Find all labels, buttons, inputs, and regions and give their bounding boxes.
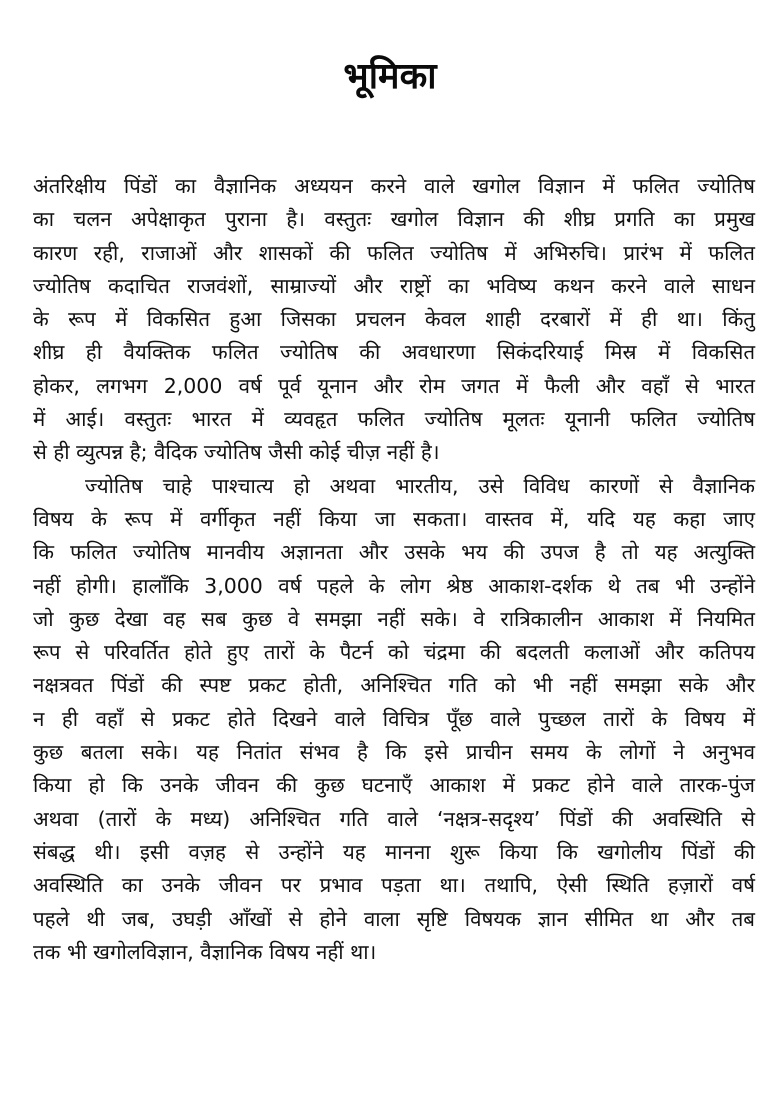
text-line: के रूप में विकसित हुआ जिसका प्रचलन केवल शाही दरबारों में ही था। किंतु [33,307,755,332]
text-line: न ही वहाँ से प्रकट होते दिखने वाले विचित्र पूँछ वाले पुच्छल तारों के विषय में [33,706,755,731]
text-line: कि फलित ज्योतिष मानवीय अज्ञानता और उसके भय की उपज है तो यह अत्युक्ति [33,540,755,565]
text-line: कारण रही, राजाओं और शासकों की फलित ज्योतिष में अभिरुचि। प्रारंभ में फलित [33,240,755,265]
text-line: रूप से परिवर्तित होते हुए तारों के पैटर्न को चंद्रमा की बदलती कलाओं और कतिपय [33,640,755,665]
text-line: ज्योतिष चाहे पाश्चात्य हो अथवा भारतीय, उसे विविध कारणों से वैज्ञानिक [85,473,755,498]
text-line: नक्षत्रवत पिंडों की स्पष्ट प्रकट होती, अनिश्चित गति को भी नहीं समझा सके और [33,673,755,698]
paragraph-1 [33,170,755,470]
text-line: में आई। वस्तुतः भारत में व्यवहृत फलित ज्योतिष मूलतः यूनानी फलित ज्योतिष [33,407,755,432]
text-line: कुछ बतला सके। यह नितांत संभव है कि इसे प्राचीन समय के लोगों ने अनुभव [33,740,755,765]
text-line: विषय के रूप में वर्गीकृत नहीं किया जा सकता। वास्तव में, यदि यह कहा जाए [33,506,755,531]
text-line: से ही व्युत्पन्न है; वैदिक ज्योतिष जैसी कोई चीज़ नहीं है। [33,440,440,465]
text-line: अथवा (तारों के मध्य) अनिश्चित गति वाले ‘नक्षत्र-सदृश्य’ पिंडों की अवस्थिति से [33,806,755,831]
document-body [33,170,755,969]
paragraph-2 [33,470,755,969]
text-line: तक भी खगोलविज्ञान, वैज्ञानिक विषय नहीं था। [33,939,377,964]
text-line: जो कुछ देखा वह सब कुछ वे समझा नहीं सके। वे रात्रिकालीन आकाश में नियमित [33,606,755,631]
text-line: नहीं होगी। हालाँकि 3,000 वर्ष पहले के लोग श्रेष्ठ आकाश-दर्शक थे तब भी उन्होंने [33,573,755,598]
text-line: का चलन अपेक्षाकृत पुराना है। वस्तुतः खगोल विज्ञान की शीघ्र प्रगति का प्रमुख [33,207,755,232]
text-line: होकर, लगभग 2,000 वर्ष पूर्व यूनान और रोम जगत में फैली और वहाँ से भारत [33,373,755,398]
page-title: भूमिका [343,56,437,97]
text-line: शीघ्र ही वैयक्तिक फलित ज्योतिष की अवधारणा सिकंदरियाई मिस्र में विकसित [33,340,755,365]
text-line: किया हो कि उनके जीवन की कुछ घटनाएँ आकाश में प्रकट होने वाले तारक-पुंज [33,773,755,798]
text-line: अंतरिक्षीय पिंडों का वैज्ञानिक अध्ययन करने वाले खगोल विज्ञान में फलित ज्योतिष [33,174,755,198]
text-line: अवस्थिति का उनके जीवन पर प्रभाव पड़ता था। तथापि, ऐसी स्थिति हज़ारों वर्ष [33,873,755,898]
text-line: पहले थी जब, उघड़ी आँखों से होने वाला सृष्टि विषयक ज्ञान सीमित था और तब [33,906,755,931]
text-line: ज्योतिष कदाचित राजवंशों, साम्राज्यों और राष्ट्रों का भविष्य कथन करने वाले साधन [33,273,755,298]
text-line: संबद्ध थी। इसी वज़ह से उन्होंने यह मानना शुरू किया कि खगोलीय पिंडों की [33,839,755,864]
